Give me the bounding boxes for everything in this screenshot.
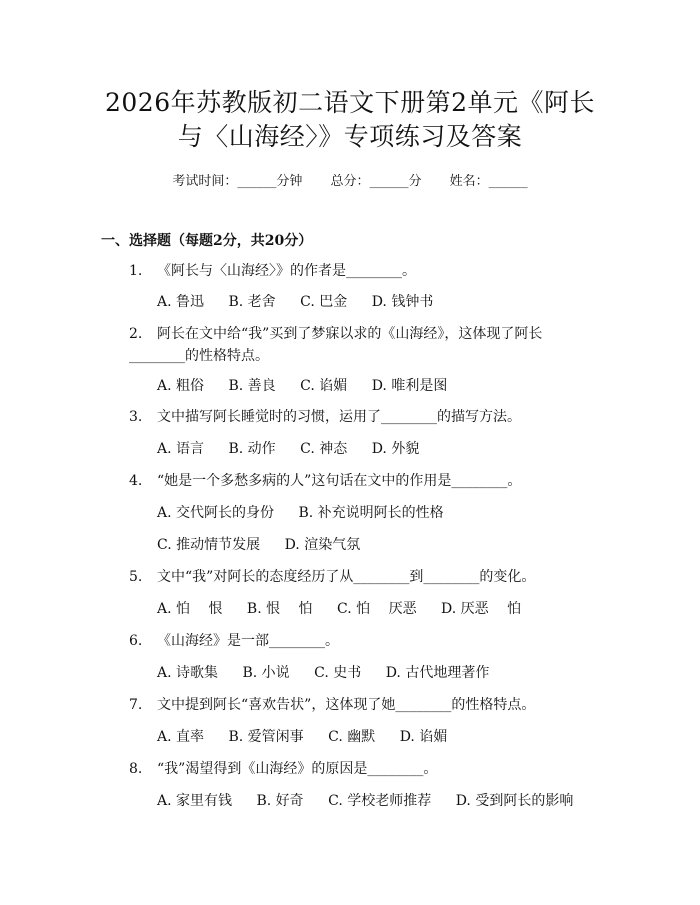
option-c: C. 史书 (314, 665, 362, 681)
question-3-options (157, 438, 439, 460)
option-c: C. 神态 (300, 441, 348, 457)
option-b: B. 善良 (228, 378, 276, 394)
question-1-options (157, 291, 453, 313)
option-c: C. 推动情节发展 (157, 537, 261, 553)
question-7 (129, 694, 535, 716)
option-b: B. 动作 (228, 441, 276, 457)
question-number: 5. (129, 569, 143, 585)
option-d: D. 厌恶 怕 (441, 601, 522, 617)
option-c: C. 幽默 (328, 729, 376, 745)
question-6 (129, 630, 339, 652)
option-c: C. 巴金 (300, 294, 348, 310)
option-c: C. 怕 厌恶 (337, 601, 417, 617)
option-a: A. 直率 (157, 729, 205, 745)
option-a: A. 语言 (157, 441, 205, 457)
question-3 (129, 406, 521, 428)
question-number: 1. (129, 263, 143, 279)
document-title-line-1: 2026年苏教版初二语文下册第2单元《阿长 (104, 88, 596, 117)
question-5-options (157, 598, 541, 620)
question-number: 6. (129, 633, 143, 649)
question-number: 4. (129, 473, 143, 489)
question-4 (129, 470, 521, 492)
question-number: 2. (129, 326, 143, 342)
question-text: 文中提到阿长“喜欢告状”，这体现了她________的性格特点。 (157, 697, 536, 713)
exam-info (0, 170, 700, 189)
option-b: B. 小说 (242, 665, 290, 681)
question-2-continuation: ________的性格特点。 (129, 348, 269, 364)
option-a: A. 鲁迅 (157, 294, 205, 310)
option-a: A. 交代阿长的身份 (157, 505, 275, 521)
question-number: 7. (129, 697, 143, 713)
question-text: 文中描写阿长睡觉时的习惯，运用了________的描写方法。 (157, 409, 521, 425)
question-2 (129, 323, 542, 345)
option-a: A. 诗歌集 (157, 665, 219, 681)
question-text: “她是一个多愁多病的人”这句话在文中的作用是________。 (157, 473, 522, 489)
question-text: 《阿长与〈山海经〉》的作者是________。 (157, 263, 416, 279)
option-c: C. 谄媚 (300, 378, 348, 394)
option-d: D. 受到阿长的影响 (455, 793, 574, 809)
option-d: D. 钱钟书 (371, 294, 434, 310)
option-a: A. 家里有钱 (157, 793, 233, 809)
option-b: B. 爱管闲事 (228, 729, 304, 745)
option-b: B. 补充说明阿长的性格 (298, 505, 444, 521)
option-c: C. 学校老师推荐 (328, 793, 432, 809)
question-1 (129, 260, 416, 282)
student-name: 姓名：______ (449, 174, 528, 189)
exam-time: 考试时间：______分钟 (172, 174, 303, 189)
question-5 (129, 566, 535, 588)
option-b: B. 老舍 (228, 294, 276, 310)
question-text: “我”渴望得到《山海经》的原因是________。 (157, 761, 438, 777)
question-4-options-row-2 (157, 534, 380, 556)
option-b: B. 恨 怕 (246, 601, 313, 617)
question-number: 8. (129, 761, 143, 777)
question-8 (129, 758, 437, 780)
exam-score: 总分：______分 (330, 174, 422, 189)
question-text: 阿长在文中给“我”买到了梦寐以求的《山海经》，这体现了阿长 (157, 326, 543, 342)
option-d: D. 古代地理著作 (385, 665, 490, 681)
question-text: 文中“我”对阿长的态度经历了从________到________的变化。 (157, 569, 536, 585)
question-number: 3. (129, 409, 143, 425)
option-d: D. 唯利是图 (371, 378, 448, 394)
document-title-line-2: 与〈山海经〉》专项练习及答案 (177, 122, 523, 151)
question-6-options (157, 662, 509, 684)
option-d: D. 渲染气氛 (284, 537, 361, 553)
option-d: D. 谄媚 (399, 729, 448, 745)
section-title: 一、选择题（每题2分，共20分） (101, 233, 313, 249)
option-b: B. 好奇 (256, 793, 304, 809)
question-8-options (157, 790, 593, 812)
question-4-options-row-1 (157, 502, 464, 524)
question-7-options (157, 726, 467, 748)
option-d: D. 外貌 (371, 441, 420, 457)
option-a: A. 粗俗 (157, 378, 205, 394)
question-2-options (157, 375, 467, 397)
question-text: 《山海经》是一部________。 (157, 633, 339, 649)
option-a: A. 怕 恨 (157, 601, 223, 617)
